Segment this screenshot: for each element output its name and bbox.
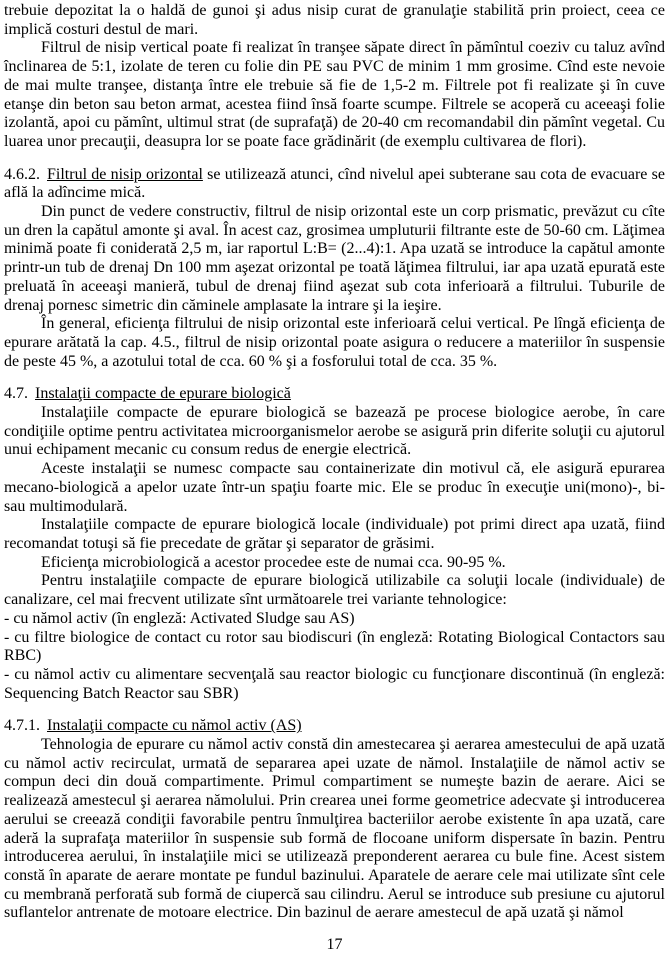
list-item-filtre-biologice-rbc: - cu filtre biologice de contact cu rotor sau biodiscuri (în engleză: Rotating Biological Contactors sau RBC) [4, 628, 665, 665]
list-item-namol-activ-as: - cu nămol activ (în engleză: Activated Sludge sau AS) [4, 609, 355, 627]
paragraph-containerizate: Aceste instalaţii se numesc compacte sau containerizate din motivul că, ele asigură epurarea mecano-biologică a apelor uzate într-un spaţiu foarte mic. Ele se produc în execuţie uni(mono)-, bi- sau multimodulară. [4, 460, 665, 515]
paragraph-filtru-vertical: Filtrul de nisip vertical poate fi realizat în tranşee săpate direct în pămîntul coeziv cu taluz avînd înclinarea de 5:1, izolate de teren cu folie din PE sau PVC de minim 1 mm grosime. Cînd este nevoie de mai multe tranşee, distanţa între ele trebuie să fie de 1,5-2 m. Filtrele pot fi realizate şi în cuve etanşe din beton sau beton armat, acestea fiind însă foarte scumpe. Filtrele se acoperă cu aceeaşi folie izolantă, apoi cu pămînt, ultimul strat (de suprafaţă) de 20-40 cm recomandabil din pămînt vegetal. Cu luarea unor precauţii, deasupra lor se poate face grădinărit (de exemplu cultivarea de flori). [4, 39, 665, 150]
section-title: Filtrul de nisip orizontal [47, 165, 203, 183]
page-number: 17 [326, 936, 343, 954]
section-heading-rest: se utilizează atunci, cînd nivelul apei subterane sau cota de evacuare se află la adîncime mică. [4, 165, 666, 202]
section-title: Instalaţii compacte de epurare biologică [35, 385, 291, 403]
paragraph-eficienta-filtru: În general, eficienţa filtrului de nisip orizontal este inferioară celui vertical. Pe lîngă eficienţa de epurare arătată la cap. 4.5., filtrul de nisip orizontal poate asigura o reducere a materiilor în suspensie de peste 45 %, a azotului total de cca. 60 % şi a fosforului total de cca. 35 %. [4, 315, 665, 370]
list-item-sbr: - cu nămol activ cu alimentare secvenţală sau reactor biologic cu funcţionare discontinuă (în engleză: Sequencing Batch Reactor sau SBR) [4, 665, 665, 702]
section-number: 4.7.1. [4, 717, 40, 735]
paragraph-variante-tehnologice: Pentru instalaţiile compacte de epurare biologică utilizabile ca soluţii locale (individuale) de canalizare, cel mai frecvent utilizate sînt următoarele trei variante tehnologice: [4, 572, 665, 609]
section-heading-4-7 [4, 385, 665, 404]
paragraph-locale-individuale: Instalaţiile compacte de epurare biologică locale (individuale) pot primi direct apa uzată, fiind recomandat totuşi să fie precedate de grătar şi separator de grăsimi. [4, 516, 665, 552]
section-number: 4.7. [4, 385, 28, 403]
paragraph-tehnologia-namol-activ: Tehnologia de epurare cu nămol activ constă din amestecarea şi aerarea amestecului de apă uzată cu nămol activ recirculat, urmată de separarea apei uzate de nămol. Instalaţiile de nămol activ se compun deci din două compartimente. Primul compartiment se numeşte bazin de aerare. Aici se realizează amestecul şi aerarea nămolului. Prin crearea unei forme geometrice adecvate şi introducerea aerului se creează condiţii favorabile pentru înmulţirea bacteriilor aerobe existente în apa uzată, care aderă la suprafaţa materiilor în suspensie sub formă de flocoane uniform dispersate în bazin. Pentru introducerea aerului, în instalaţiile mici se utilizează preponderent aerarea cu bule fine. Acest sistem constă în aparate de aerare montate pe fundul bazinului. Aparatele de aerare cele mai utilizate sînt cele cu membrană perforată sub formă de ciupercă sau cilindru. Aerul se introduce sub presiune cu ajutorul suflantelor antrenate de motoare electrice. Din bazinul de aerare amestecul de apă uzată şi nămol [4, 736, 665, 922]
paragraph-continuation: trebuie depozitat la o haldă de gunoi şi adus nisip curat de granulaţie stabilită prin proiect, ceea ce implică costuri destul de mari. [4, 2, 665, 38]
section-heading-4-6-2 [4, 166, 665, 203]
paragraph-constructiv: Din punct de vedere constructiv, filtrul de nisip orizontal este un corp prismatic, prevăzut cu cîte un dren la capătul amonte şi aval. În acest caz, grosimea umpluturii filtrante este de 50-60 cm. Lăţimea minimă poate fi coniderată 2,5 m, iar raportul L:B= (2...4):1. Apa uzată se introduce la capătul amonte printr-un tub de drenaj Dn 100 mm aşezat orizontal pe toată lăţimea filtrului, iar apa uzată epurată este preluată în aceeaşi manieră, tubul de drenaj fiind aşezat sub cota inferioară a filtrului. Tuburile de drenaj pornesc simetric din căminele amplasate la intrare şi la ieşire. [4, 203, 665, 314]
section-title: Instalaţii compacte cu nămol activ (AS) [47, 717, 302, 735]
section-number: 4.6.2. [4, 165, 40, 183]
section-heading-4-7-1 [4, 717, 665, 736]
paragraph-eficienta-microbiologica: Eficienţa microbiologică a acestor procedee este de numai cca. 90-95 %. [41, 553, 506, 571]
paragraph-instalatii-baza: Instalaţiile compacte de epurare biologică se bazează pe procese biologice aerobe, în care condiţiile optime pentru activitatea microorganismelor aerobe se asigură prin diferite soluţii cu ajutorul unui echipament mecanic cu consum redus de energie electrică. [4, 404, 665, 459]
